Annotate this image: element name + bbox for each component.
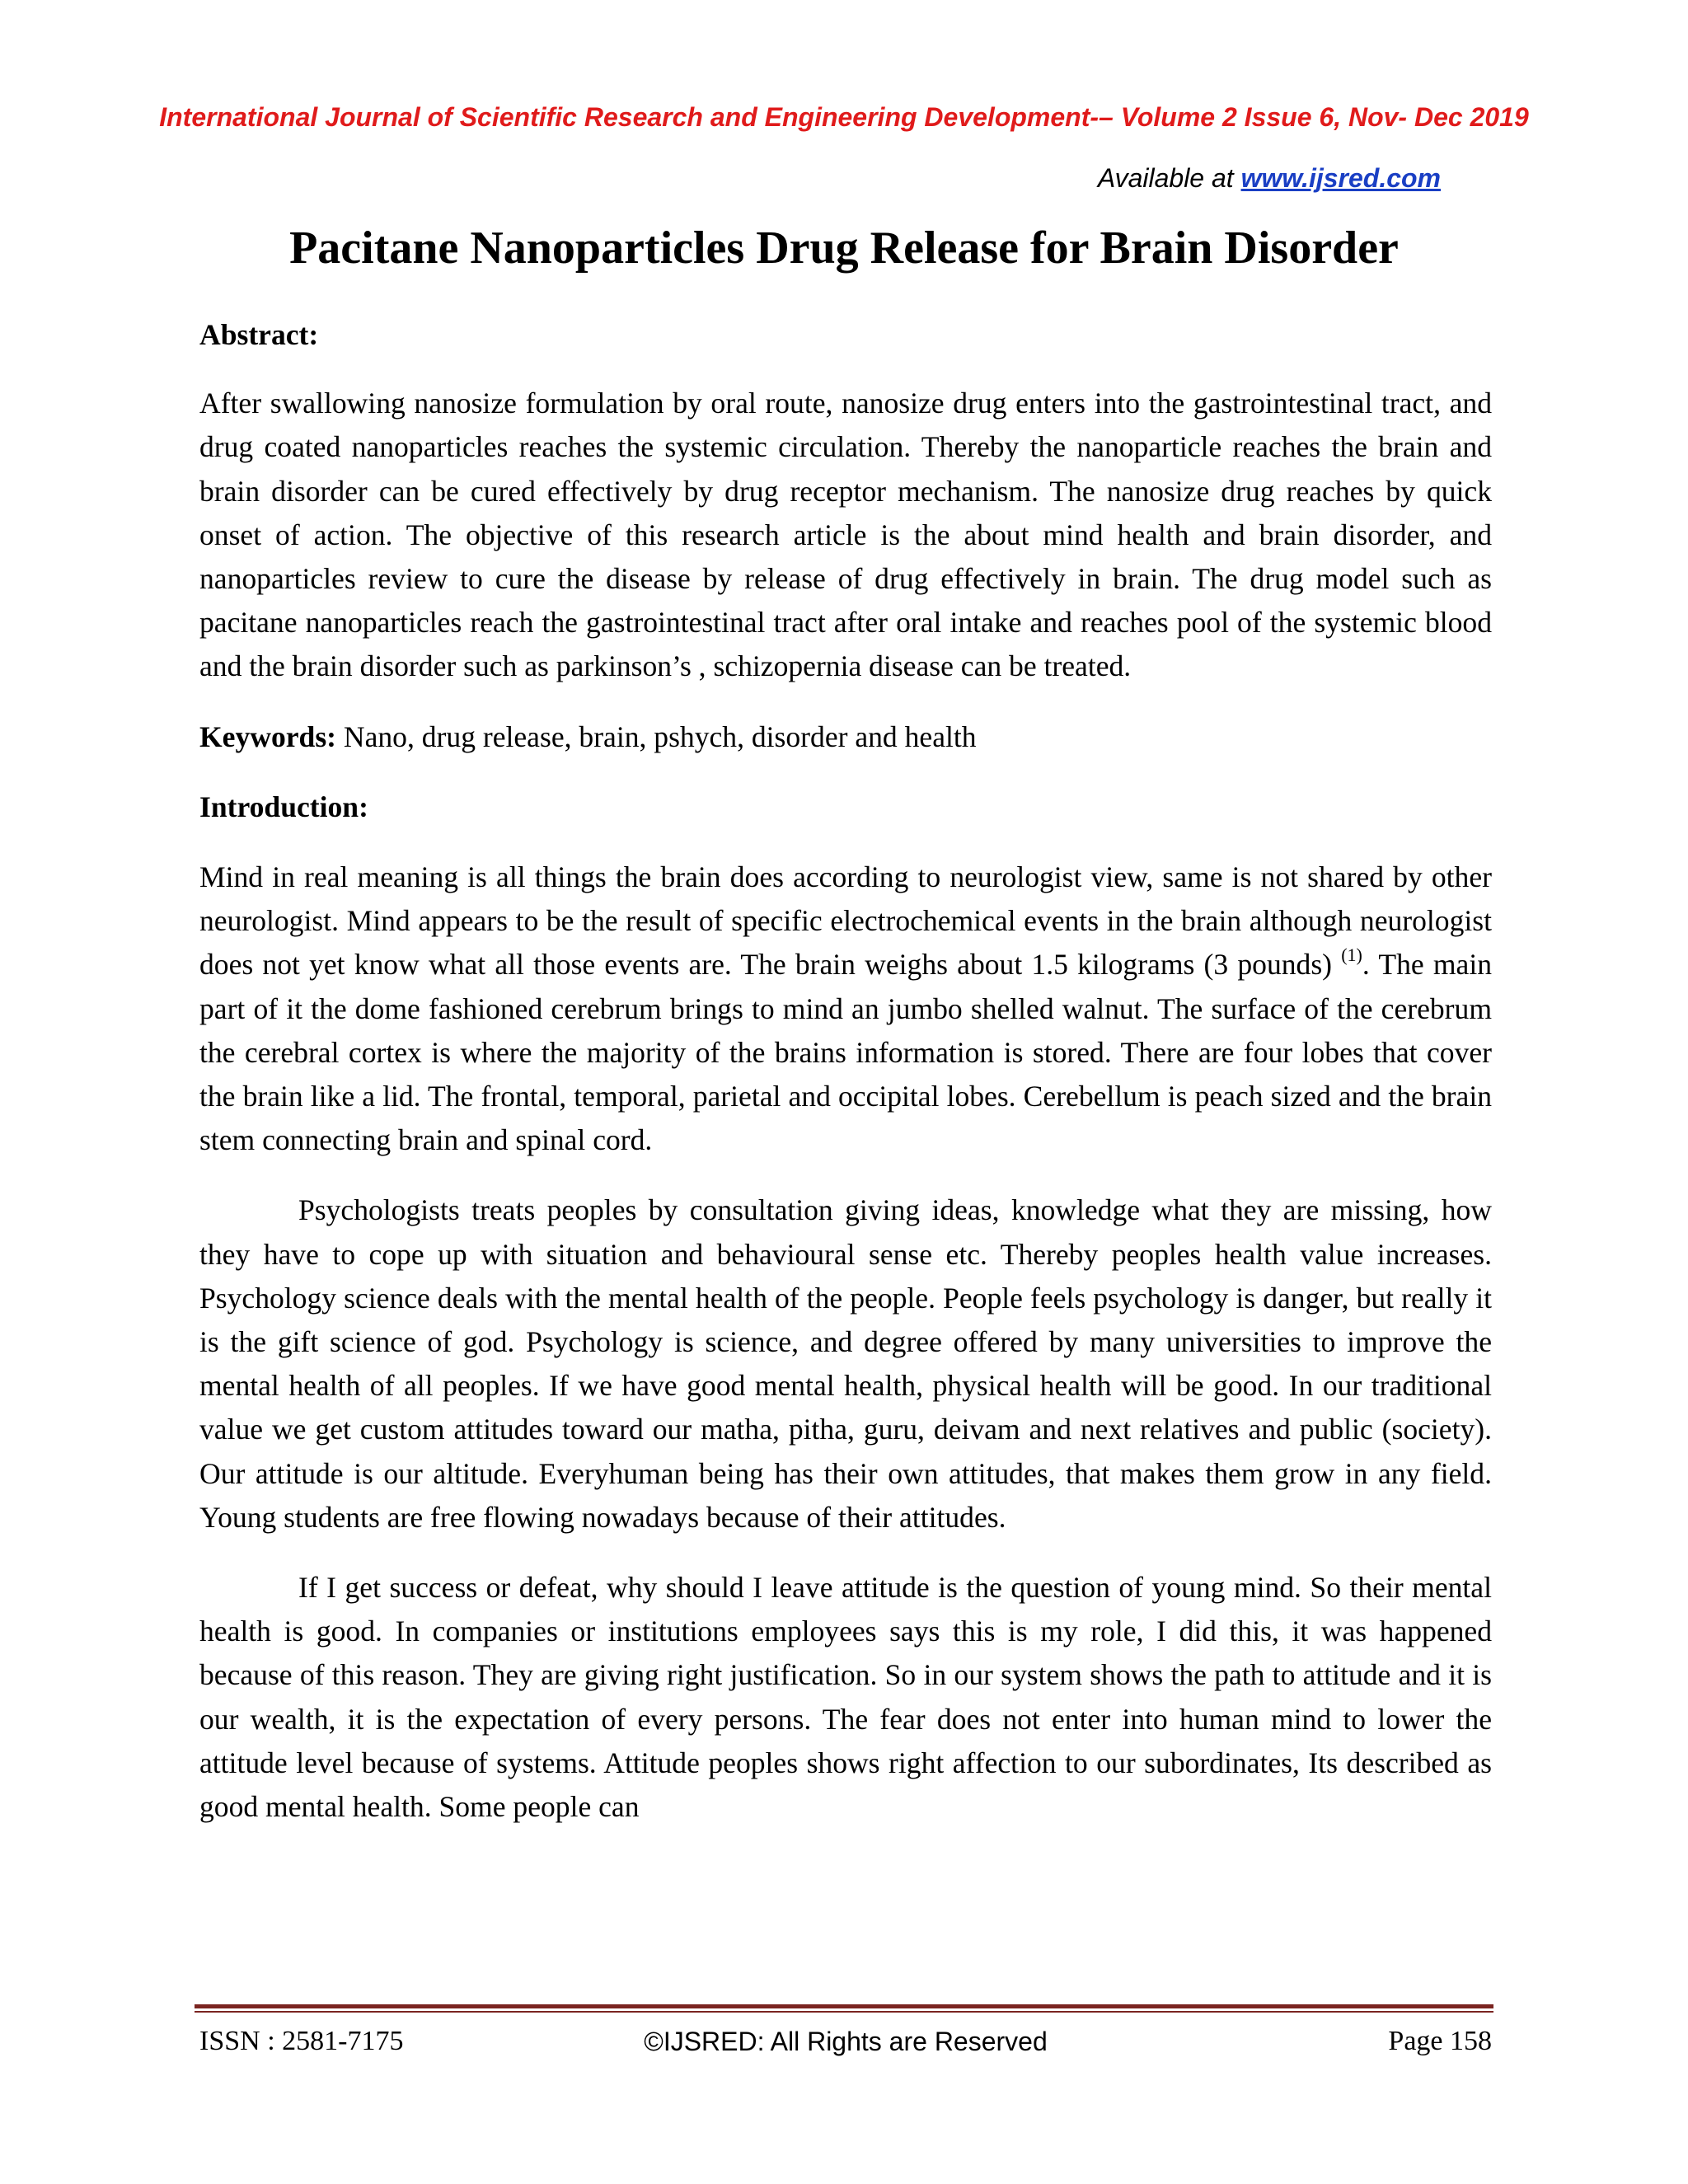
paper-body — [199, 313, 1492, 1829]
intro-p1-text-a: Mind in real meaning is all things the brain does according to neurologist view, same is not shared by other neurologist. Mind appears to be the result of specific electrochemical events in the brain although neurologist does not yet know what all those events are. The brain weighs about 1.5 kilograms (3 pounds) — [199, 860, 1492, 982]
footer-copyright: ©IJSRED: All Rights are Reserved — [644, 2027, 1048, 2056]
intro-p1-text-b: . The main part of it the dome fashioned cerebrum brings to mind an jumbo shelled walnut. The surface of the cerebrum the cerebral cortex is where the majority of the brains information is stored. There are four lobes that cover the brain like a lid. The frontal, temporal, parietal and occipital lobes. Cerebellum is peach sized and the brain stem connecting brain and spinal cord. — [199, 948, 1492, 1157]
page-footer — [199, 2021, 1492, 2062]
abstract-heading: Abstract: — [199, 318, 319, 351]
abstract-text: After swallowing nanosize formulation by oral route, nanosize drug enters into the gastrointestinal tract, and drug coated nanoparticles reaches the systemic circulation. Thereby the nanoparticle reaches the brain and brain disorder can be cured effectively by drug receptor mechanism. The nanosize drug reaches by quick onset of action. The objective of this research article is the about mind health and brain disorder, and nanoparticles review to cure the disease by release of drug effectively in brain. The drug model such as pacitane nanoparticles reach the gastrointestinal tract after oral intake and reaches pool of the systemic blood and the brain disorder such as parkinson’s , schizopernia disease can be treated. — [199, 387, 1492, 683]
intro-paragraph-1 — [199, 855, 1492, 1162]
journal-header: International Journal of Scientific Research and Engineering Development-– Volume 2 Issue 6, Nov- Dec 2019 — [159, 102, 1529, 132]
footer-rule-thick — [195, 2004, 1493, 2008]
paper-title: Pacitane Nanoparticles Drug Release for Brain Disorder — [289, 223, 1399, 274]
introduction-heading: Introduction: — [199, 790, 368, 823]
website-link[interactable]: www.ijsred.com — [1240, 163, 1441, 193]
footer-page-number: Page 158 — [1388, 2026, 1492, 2056]
footer-rule-thin — [195, 2011, 1493, 2013]
footer-issn: ISSN : 2581-7175 — [199, 2026, 404, 2056]
intro-paragraph-2: Psychologists treats peoples by consultation giving ideas, knowledge what they are missing, how they have to cope up with situation and behavioural sense etc. Thereby peoples health value increases. Psychology science deals with the mental health of the people. People feels psychology is danger, but really it is the gift science of god. Psychology is science, and degree offered by many universities to improve the mental health of all peoples. If we have good mental health, physical health will be good. In our traditional value we get custom attitudes toward our matha, pitha, guru, deivam and next relatives and public (society). Our attitude is our altitude. Everyhuman being has their own attitudes, that makes them grow in any field. Young students are free flowing nowadays because of their attitudes. — [199, 1193, 1492, 1534]
citation-ref: (1) — [1341, 944, 1362, 966]
keywords-line — [199, 715, 1492, 759]
intro-paragraph-3: If I get success or defeat, why should I leave attitude is the question of young mind. So their mental health is good. In companies or institutions employees says this is my role, I did this, it was happened because of this reason. They are giving right justification. So in our system shows the path to attitude and it is our wealth, it is the expectation of every persons. The fear does not enter into human mind to lower the attitude level because of systems. Attitude peoples shows right affection to our subordinates, Its described as good mental health. Some people can — [199, 1571, 1492, 1824]
keywords-text: Nano, drug release, brain, pshych, disorder and health — [336, 719, 977, 753]
availability-line — [1098, 162, 1441, 194]
available-prefix: Available at — [1097, 163, 1241, 193]
keywords-label: Keywords: — [199, 719, 337, 753]
